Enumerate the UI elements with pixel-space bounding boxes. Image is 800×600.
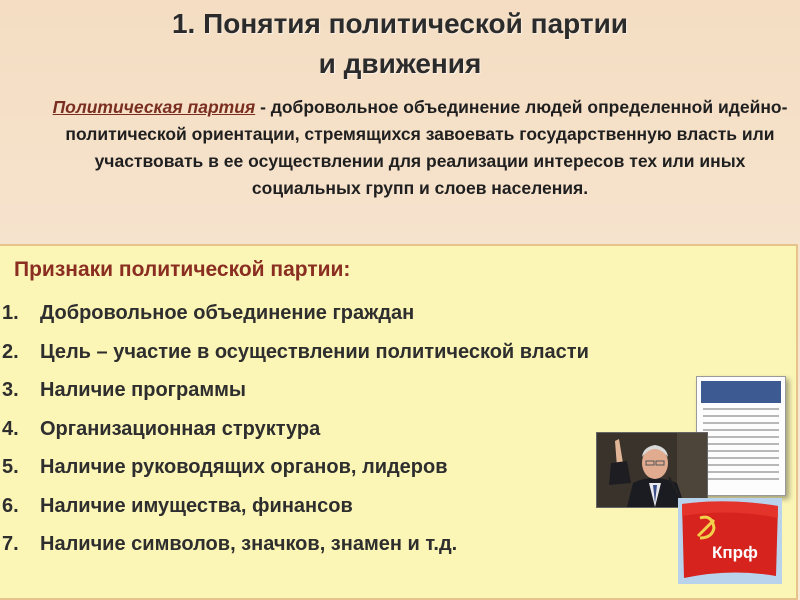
slide-title-line-1: 1. Понятия политической партии bbox=[171, 8, 629, 39]
feature-number: 4. bbox=[2, 417, 19, 440]
feature-number: 7. bbox=[2, 533, 19, 555]
party-flag-image bbox=[678, 498, 782, 584]
feature-item-4 bbox=[0, 412, 589, 451]
feature-item-6 bbox=[0, 489, 589, 528]
feature-text: Цель – участие в осуществлении политической власти bbox=[40, 340, 589, 363]
feature-text: Добровольное объединение граждан bbox=[40, 302, 415, 324]
party-program-document-image bbox=[696, 376, 786, 496]
feature-text: Наличие программы bbox=[40, 379, 247, 401]
slide-title-line-2: и движения bbox=[318, 48, 482, 79]
feature-number: 3. bbox=[2, 379, 19, 401]
politician-illustration bbox=[597, 433, 707, 507]
feature-text: Организационная структура bbox=[40, 417, 321, 440]
definition-text: - добровольное объединение людей определенной идейно-политической ориентации, стремящихся завоевать государственную власть или участвовать в ее осуществлении для реализации интересов тех или иных социальных групп и слоев населения. bbox=[65, 97, 788, 198]
feature-item-1 bbox=[0, 296, 589, 335]
definition-paragraph bbox=[50, 94, 790, 202]
feature-number: 5. bbox=[2, 456, 19, 478]
feature-text: Наличие символов, значков, знамен и т.д. bbox=[40, 533, 458, 555]
feature-item-2 bbox=[0, 335, 589, 374]
feature-number: 2. bbox=[2, 340, 19, 363]
feature-item-7 bbox=[0, 527, 589, 566]
flag-text: Кпрф bbox=[712, 543, 758, 562]
feature-number: 6. bbox=[2, 494, 19, 517]
definition-term: Политическая партия bbox=[52, 97, 256, 117]
feature-number: 1. bbox=[2, 302, 19, 324]
flag-illustration bbox=[678, 498, 782, 584]
politician-speaking-photo bbox=[596, 432, 708, 508]
feature-text: Наличие имущества, финансов bbox=[40, 494, 353, 517]
feature-item-5 bbox=[0, 450, 589, 489]
features-list bbox=[0, 296, 589, 566]
slide-title bbox=[0, 4, 800, 84]
features-heading: Признаки политической партии: bbox=[14, 258, 351, 281]
document-header bbox=[701, 381, 781, 403]
feature-text: Наличие руководящих органов, лидеров bbox=[40, 456, 448, 478]
feature-item-3 bbox=[0, 373, 589, 412]
